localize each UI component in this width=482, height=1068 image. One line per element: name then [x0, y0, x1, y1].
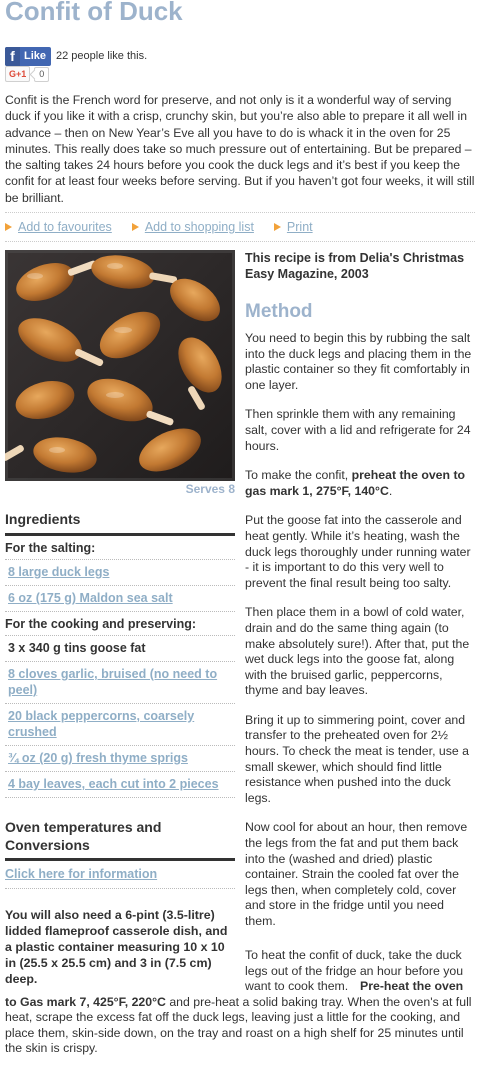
ingredient-item: [5, 586, 235, 612]
oven-temperatures-heading: Oven temperatures and Conversions: [5, 818, 235, 861]
ingredients-heading: Ingredients: [5, 508, 235, 536]
method-emphasis: preheat the oven to gas mark 1, 275°F, 140°C: [245, 468, 466, 498]
ingredient-link[interactable]: 8 cloves garlic, bruised (no need to peel): [8, 667, 218, 697]
like-count: 22 people like this.: [56, 50, 148, 62]
method-column: [245, 250, 475, 944]
recipe-source: This recipe is from Delia's Christmas Easy Magazine, 2003: [245, 251, 465, 281]
ingredient-item: [5, 560, 235, 586]
recipe-photo: [5, 250, 235, 481]
method-heading: Method: [245, 301, 313, 322]
google-plus-count: 0: [34, 67, 49, 82]
method-step: Then place them in a bowl of cold water, drain and do the same thing again (to make absolutely sure!). After that, put the wet duck legs into the goose fat, along with the bruised garlic, peppercorns, thyme and bay leaves.: [245, 605, 470, 698]
arrow-right-icon: [274, 223, 281, 231]
serves-label: Serves 8: [185, 482, 235, 496]
ingredient-link[interactable]: 20 black peppercorns, coarsely crushed: [8, 709, 195, 739]
method-step: Put the goose fat into the casserole and heat gently. While it’s heating, wash the duck legs thoroughly under running water - it is important to do this very well to prevent the final result being too salty.: [245, 513, 471, 590]
facebook-icon: f: [5, 47, 20, 66]
method-step-final-continued: [5, 979, 475, 1057]
facebook-like-widget: [5, 46, 147, 66]
ingredients-column: [5, 508, 235, 987]
ingredient-link[interactable]: 6 oz (175 g) Maldon sea salt: [8, 591, 173, 605]
facebook-like-button[interactable]: [5, 47, 51, 66]
recipe-intro: Confit is the French word for preserve, and not only is it a wonderful way of serving duck if you like it with a crisp, crunchy skin, but you’re also able to prepare it all well in advance – then on New Year’s Eve all you have to do is whack it in the oven for 25 minutes. This really does take so much pressure out of entertaining. But be prepared – the salting takes 24 hours before you cook the duck legs and it’s best if you keep the confit for at least four weeks before serving. But if you haven’t got four weeks, it will still be brilliant.: [5, 93, 475, 205]
method-step: Then sprinkle them with any remaining salt, cover with a lid and refrigerate for 24 hours.: [245, 407, 471, 453]
roast-duck-legs-image: [5, 250, 235, 481]
ingredient-item: [5, 746, 235, 772]
ingredient-item: 3 x 340 g tins goose fat: [5, 636, 235, 662]
oven-info-link[interactable]: Click here for information: [5, 867, 158, 881]
cooking-subheading: For the cooking and preserving:: [5, 612, 235, 636]
oven-info-row: [5, 861, 235, 889]
ingredient-item: [5, 772, 235, 798]
method-text: .: [388, 483, 393, 498]
google-plus-widget: [5, 66, 49, 82]
page-title: Confit of Duck: [5, 0, 183, 26]
ingredient-item: [5, 704, 235, 746]
method-text: To heat the confit of duck, take the duck legs out of the fridge an hour before you want to cook them.: [245, 948, 464, 994]
add-to-favourites-action[interactable]: [5, 220, 112, 234]
like-label: Like: [24, 50, 47, 62]
ingredient-link[interactable]: ¾ oz (20 g) fresh thyme sprigs: [8, 751, 188, 765]
google-plus-button[interactable]: G+1: [5, 66, 30, 82]
add-to-shopping-list-action[interactable]: [132, 220, 254, 234]
method-step: [245, 468, 475, 499]
equipment-note: You will also need a 6-pint (3.5-litre) lidded flameproof casserole dish, and a plastic container measuring 10 x 10 in (25.5 x 25.5 cm) and 3 in (7.5 cm) deep.: [5, 908, 228, 986]
ingredient-item: [5, 662, 235, 704]
method-step: You need to begin this by rubbing the salt into the duck legs and placing them in the plastic container so they fit comfortably in one layer.: [245, 331, 472, 392]
add-to-shopping-list-link[interactable]: Add to shopping list: [144, 220, 254, 234]
arrow-right-icon: [5, 223, 12, 231]
add-to-favourites-link[interactable]: Add to favourites: [18, 220, 112, 234]
salting-subheading: For the salting:: [5, 536, 235, 560]
method-text: To make the confit,: [245, 468, 352, 483]
method-step: Bring it up to simmering point, cover and transfer to the preheated oven for 2½ hours. To check the meat is tender, use a small skewer, which should find little resistance when pushed into the duck legs.: [245, 712, 469, 805]
recipe-actions: [5, 212, 475, 242]
arrow-right-icon: [132, 223, 139, 231]
print-link[interactable]: Print: [286, 220, 313, 234]
ingredient-link[interactable]: 8 large duck legs: [8, 565, 110, 579]
method-text: and pre-heat a solid baking tray. When the oven's at full heat, scrape the excess fat off the duck legs, leaving just a little for the cooking, and place them, skin-side down, on the tray and roast on a high shelf for 25 minutes until the skin is crispy.: [5, 994, 472, 1056]
print-action[interactable]: [274, 220, 313, 234]
method-emphasis: Pre-heat the oven to Gas mark 7, 425°F, 220°C: [5, 979, 464, 1009]
method-step: Now cool for about an hour, then remove the legs from the fat and put them back into the (washed and dried) plastic container. Strain the cooled fat over the legs then, when completely cold, cover and store in the fridge until you need them.: [245, 820, 468, 928]
ingredient-link[interactable]: 4 bay leaves, each cut into 2 pieces: [8, 777, 219, 791]
